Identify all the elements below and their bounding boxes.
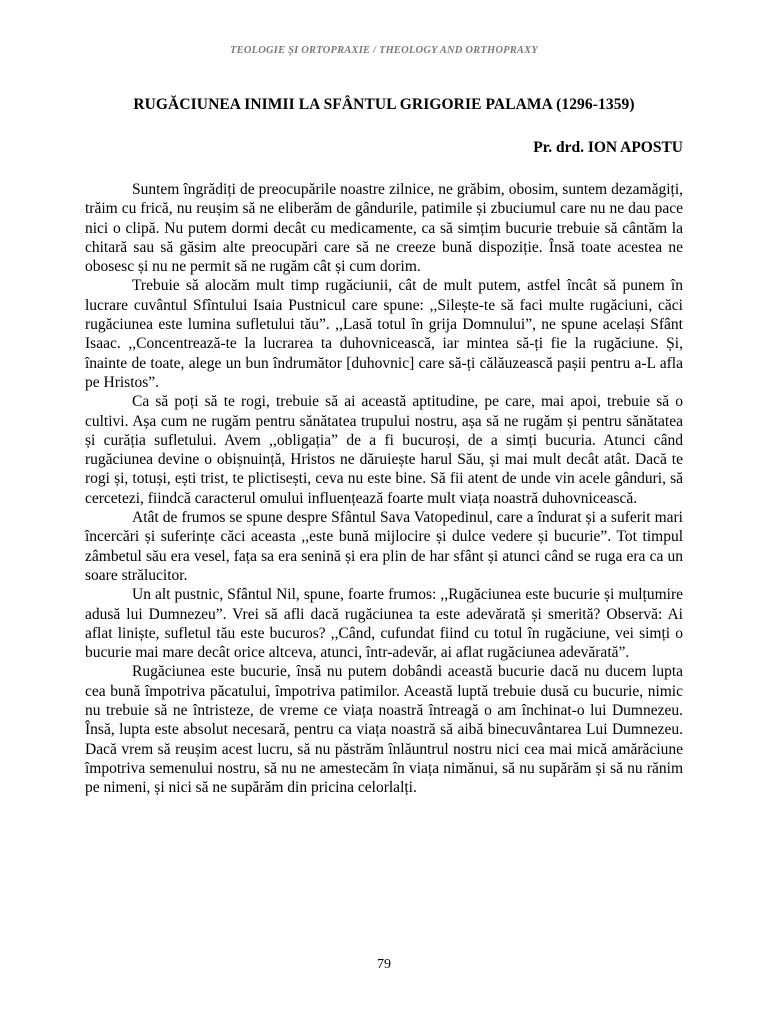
page-number: 79 xyxy=(377,957,391,972)
paragraph: Rugăciunea este bucurie, însă nu putem dobândi această bucurie dacă nu ducem lupta cea bună împotriva păcatului, împotriva patimilor. Această luptă trebuie dusă cu bucurie, nimic nu trebuie să ne întristeze, de vreme ce viața noastră întreagă o am închinat-o lui Dumnezeu. Însă, lupta este absolut necesară, pentru ca viața noastră să aibă binecuvântarea Lui Dumnezeu. Dacă vrem să reușim acest lucru, să nu păstrăm înlăuntrul nostru nici cea mai mică amărăciune împotriva semenului nostru, să nu ne amestecăm în viața nimănui, să nu supărăm și să nu rănim pe nimeni, și nici să ne supărăm din pricina celorlalți. xyxy=(85,663,683,797)
paragraph: Atât de frumos se spune despre Sfântul Sava Vatopedinul, care a îndurat și a suferit mari încercări și suferințe căci aceasta ,,este bună mijlocire și dulce vedere și bucurie”. Tot timpul zâmbetul său era vesel, fața sa era senină și era plin de har sfânt și atunci când se ruga era ca un soare strălucitor. xyxy=(85,509,683,584)
paragraph: Trebuie să alocăm mult timp rugăciunii, cât de mult putem, astfel încât să punem în lucrare cuvântul Sfîntului Isaia Pustnicul care spune: ,,Silește-te să faci multe rugăciuni, căci rugăciunea este lumina sufletului tău”. ,,Lasă totul în grija Domnului”, ne spune același Sfânt Isaac. ,,Concentrează-te la lucrarea ta duhovnicească, iar mintea să-ți fie la rugăciune. Și, înainte de toate, alege un bun îndrumător [duhovnic] care să-ți călăuzească pașii pentru a-L afla pe Hristos”. xyxy=(85,277,683,391)
paragraph: Suntem îngrădiți de preocupările noastre zilnice, ne grăbim, obosim, suntem dezamăgiți, trăim cu frică, nu reușim să ne eliberăm de gândurile, patimile și zbuciumul care nu ne dau pace nici o clipă. Nu putem dormi decât cu medicamente, ca să simțim bucurie trebuie să cântăm la chitară sau să găsim alte preocupări care să ne creeze bună dispoziție. Însă toate acestea ne obosesc și nu ne permit să ne rugăm cât și cum dorim. xyxy=(85,181,683,276)
article-title: RUGĂCIUNEA INIMII LA SFÂNTUL GRIGORIE PALAMA (1296-1359) xyxy=(133,96,635,113)
paragraph: Ca să poți să te rogi, trebuie să ai această aptitudine, pe care, mai apoi, trebuie să o cultivi. Așa cum ne rugăm pentru sănătatea trupului nostru, așa să ne rugăm și pentru sănătatea și curăția sufletului. Avem ,,obligația” de a fi bucuroși, de a simți bucuria. Atunci când rugăciunea devine o obișnuință, Hristos ne dăruiește harul Său, și mai mult decât atât. Dacă te rogi și, totuși, ești trist, te plictisești, ceva nu este bine. Să fii atent de unde vin acele gânduri, să cercetezi, fiindcă caracterul omului influențează foarte mult viața noastră duhovnicească. xyxy=(85,393,683,507)
paragraph: Un alt pustnic, Sfântul Nil, spune, foarte frumos: ,,Rugăciunea este bucurie și mulțumire adusă lui Dumnezeu”. Vrei să afli dacă rugăciunea ta este adevărată și smerită? Observă: Ai aflat liniște, sufletul tău este bucuros? ,,Când, cufundat fiind cu totul în rugăciune, vei simți o bucurie mai mare decât orice altceva, atunci, într-adevăr, ai aflat rugăciunea adevărată”. xyxy=(85,586,683,662)
article-author: Pr. drd. ION APOSTU xyxy=(533,139,683,156)
article-body xyxy=(85,180,683,798)
running-header: TEOLOGIE ȘI ORTOPRAXIE / THEOLOGY AND ORTHOPRAXY xyxy=(230,45,538,56)
